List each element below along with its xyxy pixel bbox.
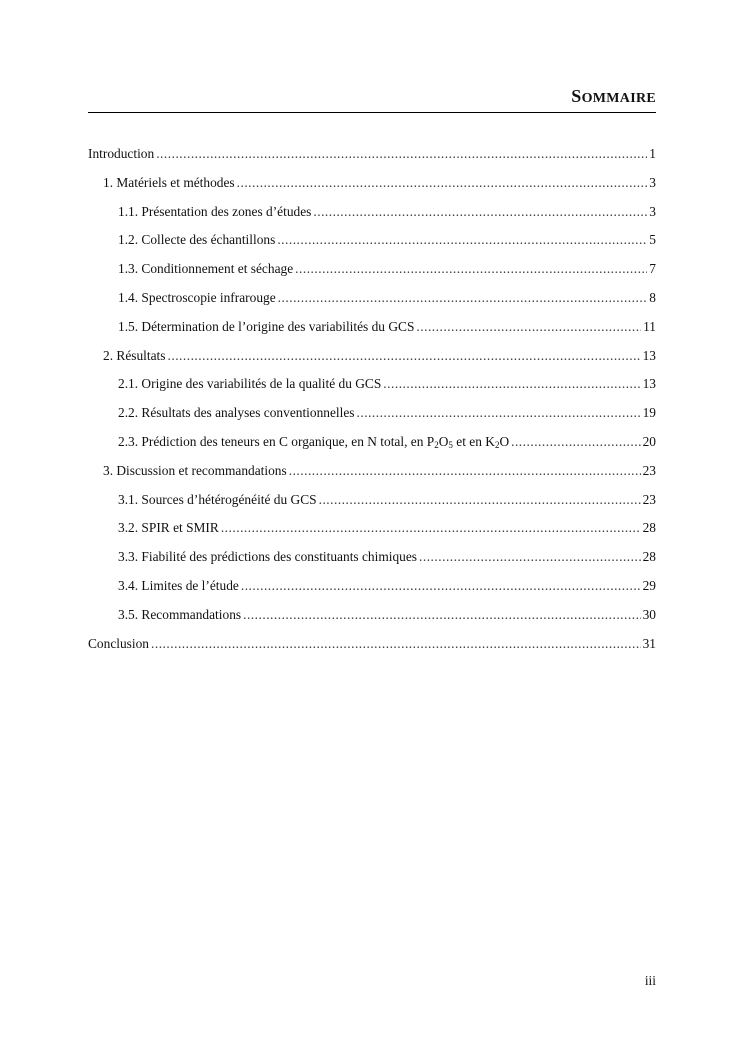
toc-label (118, 432, 509, 452)
toc-label: 3.1. Sources d’hétérogénéité du GCS (118, 491, 317, 507)
label-part: 2.3. Prédiction des teneurs en C organique, en N total, en P (118, 433, 435, 449)
label-part: O (499, 433, 510, 449)
toc-label: 1.3. Conditionnement et séchage (118, 261, 294, 277)
dot-leader (416, 317, 641, 337)
toc-label: 2.1. Origine des variabilités de la qualité du GCS (118, 376, 382, 392)
dot-leader (419, 547, 641, 567)
title-initial: S (571, 86, 582, 106)
toc-entry-discussion[interactable] (88, 461, 656, 490)
toc-entry-introduction[interactable] (88, 144, 656, 173)
toc-label: 3.4. Limites de l’étude (118, 577, 239, 593)
toc-page: 23 (642, 491, 656, 507)
dot-leader (237, 173, 648, 193)
toc-label: 3.5. Recommandations (118, 606, 242, 622)
toc-page: 5 (649, 232, 656, 248)
dot-leader (278, 288, 648, 308)
toc-entry-materiels-methodes[interactable] (88, 173, 656, 202)
toc-entry-2-3[interactable] (88, 432, 656, 461)
toc-entry-1-4[interactable] (88, 288, 656, 317)
toc-page: 31 (642, 635, 656, 651)
dot-leader (277, 230, 647, 250)
toc-entry-1-1[interactable] (88, 202, 656, 231)
dot-leader (383, 374, 640, 394)
subscript: 5 (448, 439, 453, 450)
toc-page: 23 (642, 462, 656, 478)
toc-page: 28 (642, 520, 656, 536)
dot-leader (289, 461, 641, 481)
toc-label: 1.4. Spectroscopie infrarouge (118, 289, 276, 305)
dot-leader (511, 432, 641, 452)
toc-page: 13 (642, 347, 656, 363)
toc-page: 29 (642, 577, 656, 593)
toc-label: 1.2. Collecte des échantillons (118, 232, 276, 248)
toc-label: 1. Matériels et méthodes (103, 174, 235, 190)
toc-label: 1.5. Détermination de l’origine des variabilités du GCS (118, 318, 415, 334)
toc-page: 13 (642, 376, 656, 392)
dot-leader (156, 144, 647, 164)
toc-label: Introduction (88, 146, 155, 161)
toc-page: 7 (649, 261, 656, 277)
toc-entry-1-5[interactable] (88, 317, 656, 346)
toc-page: 19 (642, 405, 656, 421)
toc-page: 11 (643, 318, 656, 334)
toc-label: 2. Résultats (103, 347, 166, 363)
toc-page: 30 (642, 606, 656, 622)
table-of-contents (88, 144, 656, 662)
toc-label: 2.2. Résultats des analyses conventionnelles (118, 405, 355, 421)
dot-leader (221, 518, 641, 538)
toc-label: 3. Discussion et recommandations (103, 462, 287, 478)
toc-label: 3.3. Fiabilité des prédictions des constituants chimiques (118, 549, 418, 565)
toc-label: 1.1. Présentation des zones d’études (118, 203, 312, 219)
toc-entry-3-2[interactable] (88, 518, 656, 547)
page-title (88, 86, 656, 107)
dot-leader (357, 403, 641, 423)
label-part: et en K (452, 433, 495, 449)
toc-entry-2-2[interactable] (88, 403, 656, 432)
page-number: iii (644, 973, 656, 988)
toc-entry-3-5[interactable] (88, 605, 656, 634)
toc-entry-resultats[interactable] (88, 346, 656, 375)
toc-page: 28 (642, 549, 656, 565)
dot-leader (241, 576, 641, 596)
dot-leader (151, 634, 641, 654)
toc-page: 1 (649, 146, 656, 161)
toc-entry-2-1[interactable] (88, 374, 656, 403)
toc-entry-conclusion[interactable] (88, 634, 656, 663)
toc-entry-1-3[interactable] (88, 259, 656, 288)
toc-entry-3-4[interactable] (88, 576, 656, 605)
dot-leader (243, 605, 641, 625)
dot-leader (295, 259, 647, 279)
subscript: 2 (494, 439, 500, 450)
toc-label: 3.2. SPIR et SMIR (118, 520, 219, 536)
toc-page: 8 (649, 289, 656, 305)
dot-leader (168, 346, 641, 366)
toc-entry-1-2[interactable] (88, 230, 656, 259)
toc-entry-3-3[interactable] (88, 547, 656, 576)
toc-label: Conclusion (88, 635, 150, 651)
toc-entry-3-1[interactable] (88, 490, 656, 519)
toc-page: 3 (649, 203, 656, 219)
dot-leader (313, 202, 647, 222)
toc-page: 3 (649, 174, 656, 190)
title-underline (88, 112, 656, 113)
dot-leader (319, 490, 641, 510)
title-rest: OMMAIRE (581, 91, 656, 106)
label-part: O (438, 433, 449, 449)
toc-page: 20 (642, 433, 656, 449)
subscript: 2 (434, 439, 439, 450)
